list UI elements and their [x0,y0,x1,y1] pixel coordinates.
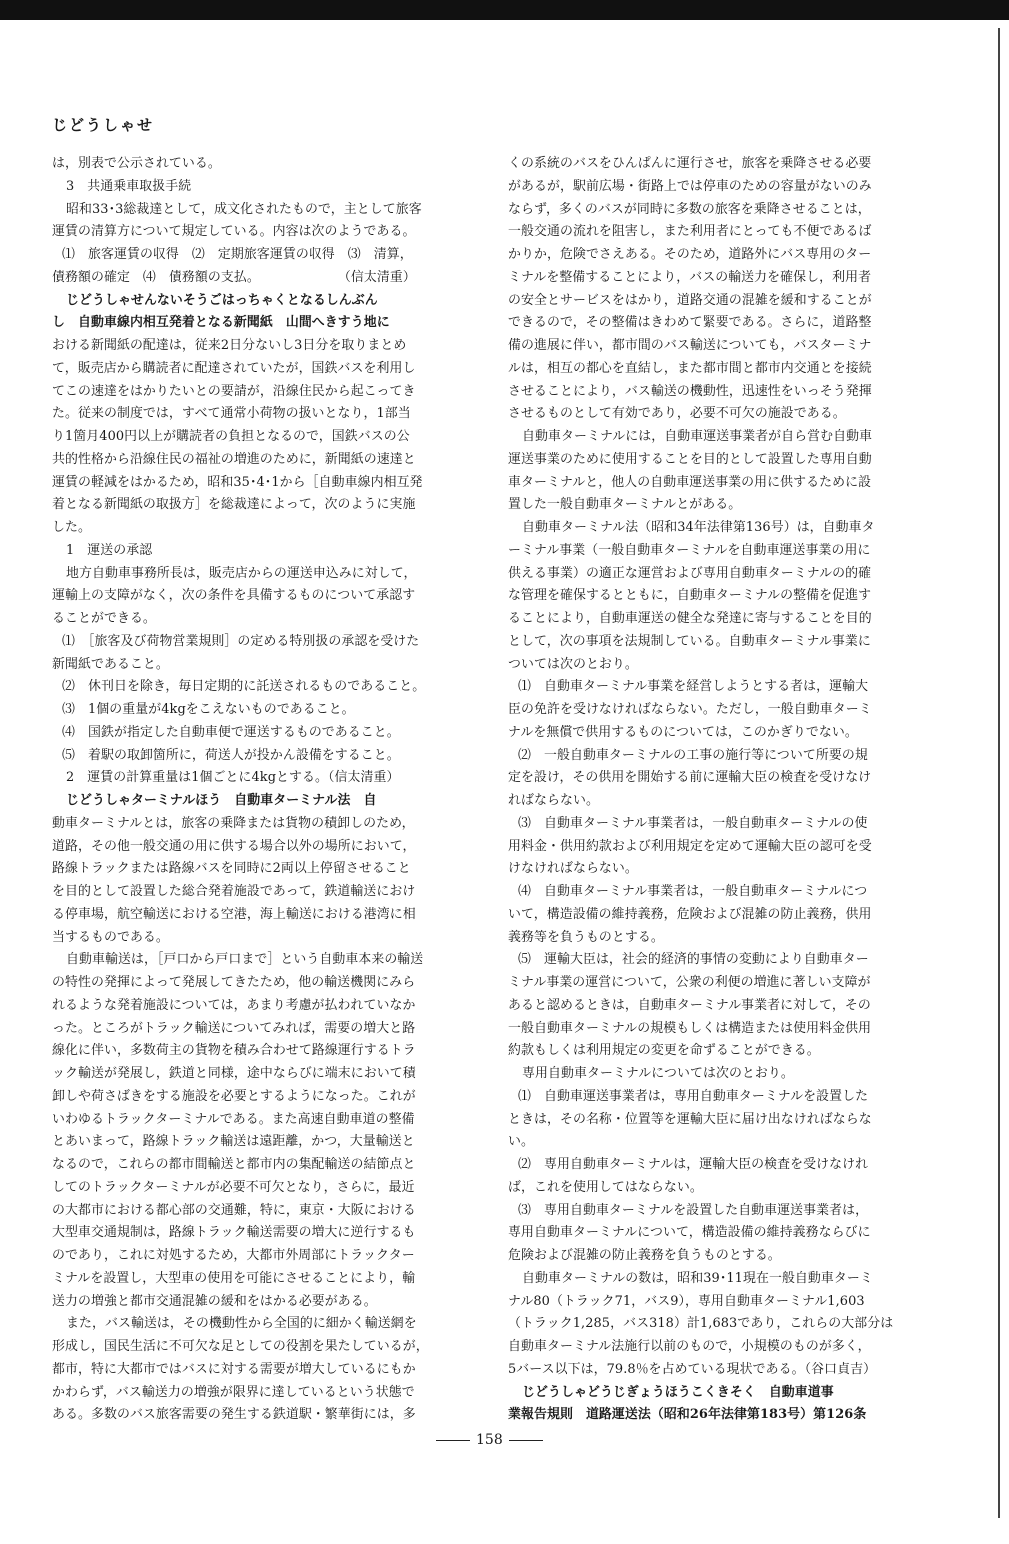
text-line: また，バス輸送は，その機動性から全国的に細かく輸送網を [66,1316,417,1332]
text-line: させることにより，バス輸送の機動性，迅速性をいっそう発揮 [508,383,872,399]
text-line: おける新聞紙の配達は，従来2日分ないし3日分を取りまとめ [52,338,407,353]
text-line: 当するものである。 [52,929,169,945]
text-line: 危険および混雑の防止義務を負うものとする。 [508,1248,781,1263]
text-line: な管理を確保するとともに，自動車ターミナルの整備を促進す [508,588,872,604]
entry-heading: じどうしゃターミナルほう 自動車ターミナル法 自 [66,793,377,808]
text-line: のであり，これに対処するため，大都市外周部にトラックター [52,1248,415,1263]
text-line: 専用自動車ターミナルについて，構造設備の維持義務ならびに [508,1225,871,1241]
text-line: 自動車ターミナル法（昭和34年法律第136号）は，自動車タ [522,520,875,535]
text-line: ⑷ 国鉄が指定した自動車便で運送するものであること。 [62,724,400,740]
text-line: とあいまって，路線トラック輸送は遠距離，かつ，大量輸送と [52,1134,415,1150]
text-line: かりか，危険でさえある。そのため，道路外にバス専用のター [508,247,872,262]
text-line: ⑵ 休刊日を除き，毎日定期的に託送されるものであること。 [62,679,426,695]
text-line: いわゆるトラックターミナルである。また高速自動車道の整備 [52,1111,415,1127]
text-line: 債務額の確定 ⑷ 債務額の支払。 （信太清重） [52,269,416,285]
text-line: があるが，駅前広場・街路上では停車のための容量がないのみ [508,178,872,194]
text-line: 卸しや荷さばきをする施設を必要とするようになった。これが [52,1088,416,1104]
page-number: 158 [476,1432,503,1448]
text-line: 自動車ターミナルの数は，昭和39･11現在一般自動車ターミ [522,1270,873,1286]
text-line: ミナル事業の運営について，公衆の利便の増進に著しい支障が [508,975,871,990]
text-line: 臣の免許を受けなければならない。ただし，一般自動車ターミ [508,702,872,717]
text-line: 一般自動車ターミナルの規模もしくは構造または使用料金供用 [508,1020,872,1036]
text-line: り1箇月400円以上が購読者の負担となるので，国鉄バスの公 [52,429,410,444]
text-line: 線化に伴い，多数荷主の貨物を積み合わせて路線運行するトラ [52,1043,416,1059]
text-line: ることができる。 [52,611,156,626]
text-line: ⑴ 自動車運送事業者は，専用自動車ターミナルを設置した [518,1088,869,1104]
text-line: かわらず，バス輸送力の増強が限界に達しているという状態で [52,1384,415,1400]
text-line: ⑷ 自動車ターミナル事業者は，一般自動車ターミナルにつ [518,884,868,899]
text-line: 定を設け，その供用を開始する前に運輸大臣の検査を受けなけ [508,770,872,786]
text-line: を目的として設置した総合発着施設であって，鉄道輸送におけ [52,884,416,899]
text-line: ナルを無償で供用するものについては，このかぎりでない。 [508,724,858,740]
text-line: してのトラックターミナルが必要不可欠となり，さらに，最近 [52,1179,415,1195]
text-line: ナル80（トラック71，バス9），専用自動車ターミナル1,603 [508,1293,865,1309]
text-line: い。 [508,1134,534,1150]
text-line: ⑶ 専用自動車ターミナルを設置した自動車運送事業者は， [518,1202,869,1218]
text-line: 2 運賃の計算重量は1個ごとに4kgとする。（信太清重） [66,770,400,786]
text-line: ⑶ 1個の重量が4kgをこえないものであること。 [62,702,355,717]
text-line: 都市，特に大都市ではバスに対する需要が増大しているにもか [52,1361,416,1377]
text-line: 運輸上の支障がなく，次の条件を具備するものについて承認す [52,588,416,604]
text-line: ⑶ 自動車ターミナル事業者は，一般自動車ターミナルの使 [518,815,868,831]
text-line: 形成し，国民生活に不可欠な足としての役割を果たしているが， [52,1339,429,1354]
text-line: 義務等を負うものとする。 [508,929,664,945]
text-line: くの系統のバスをひんぱんに運行させ，旅客を乗降させる必要 [508,156,872,171]
text-line: 運賃の清算方について規定している。内容は次のようである。 [52,224,416,240]
text-line: 路線トラックまたは路線バスを同時に2両以上停留させること [52,861,411,877]
text-line: の安全とサービスをはかり，道路交通の混雑を緩和することが [508,292,872,308]
text-line: （トラック1,285，バス318）計1,683であり，これらの大部分は [508,1316,894,1332]
text-line: は，別表で公示されている。 [52,156,221,171]
text-line: ーミナル事業（一般自動車ターミナルを自動車運送事業の用に [508,542,871,558]
text-line: 1 運送の承認 [66,542,153,558]
text-line: 3 共通乗車取扱手続 [66,178,192,194]
footer-rule-right [509,1440,543,1441]
left-column [52,153,472,1427]
text-line: ⑸ 着駅の取卸箇所に，荷送人が投かん設備をすること。 [62,747,400,763]
entry-heading: じどうしゃせんないそうごはっちゃくとなるしんぶん [66,292,378,308]
text-line: 運送事業のために使用することを目的として設置した専用自動 [508,451,872,467]
text-line: 車ターミナルと，他人の自動車運送事業の用に供するために設 [508,474,872,490]
text-line: 昭和33･3総裁達として，成文化されたもので，主として旅客 [66,201,422,217]
text-line: 運賃の軽減をはかるため，昭和35･4･1から［自動車線内相互発 [52,474,423,490]
text-line: ⑵ 専用自動車ターミナルは，運輸大臣の検査を受けなけれ [518,1157,869,1172]
text-line: ついては次のとおり。 [508,656,638,672]
right-column [508,153,928,1427]
text-line: 動車ターミナルとは，旅客の乗降または貨物の積卸しのため， [52,815,415,831]
text-line: できるので，その整備はきわめて緊要である。さらに，道路整 [508,315,872,331]
text-line: ⑴ 自動車ターミナル事業を経営しようとする者は，運輸大 [518,679,869,695]
text-line: 自動車輸送は，［戸口から戸口まで］という自動車本来の輸送 [66,952,424,968]
text-line: の大都市における都心部の交通難，特に，東京・大阪における [52,1202,416,1218]
footer-rule-left [436,1440,470,1441]
scan-top-border [0,0,1009,20]
text-line: 置した一般自動車ターミナルとがある。 [508,497,742,513]
text-line: 大型車交通規制は，路線トラック輸送需要の増大に逆行するも [52,1225,416,1241]
text-line: 供える事業）の適正な運営および専用自動車ターミナルの的確 [508,565,872,581]
entry-heading: 業報告規則 道路運送法（昭和26年法律第183号）第126条 [508,1407,867,1423]
text-line: の特性の発揮によって発展してきたため，他の輸送機関にみら [52,975,416,990]
text-line: 新聞紙であること。 [52,656,169,672]
text-line: 地方自動車事務所長は，販売店からの運送申込みに対して， [66,565,417,581]
entry-heading: じどうしゃどうじぎょうほうこくきそく 自動車道事 [522,1384,834,1400]
text-line: 送力の増強と都市交通混雑の緩和をはかる必要がある。 [52,1293,377,1309]
text-line: ⑴ ［旅客及び荷物営業規則］の定める特別扱の承認を受けた [62,633,420,649]
text-line: ときは，その名称・位置等を運輸大臣に届け出なければならな [508,1111,872,1127]
entry-heading: し 自動車線内相互発着となる新聞紙 山間へきすう地に [52,315,390,331]
text-line: した。 [52,520,91,535]
text-line: った。ところがトラック輸送についてみれば，需要の増大と路 [52,1020,416,1036]
page-footer [430,1432,549,1448]
text-line: ミナルを設置し，大型車の使用を可能にさせることにより，輸 [52,1270,416,1286]
text-line: 道路，その他一般交通の用に供する場合以外の場所において， [52,838,416,854]
text-line: ミナルを整備することにより，バスの輸送力を確保し，利用者 [508,269,872,285]
text-line: 共的性格から沿線住民の福祉の増進のために，新聞紙の速達と [52,451,416,467]
text-line: ⑸ 運輸大臣は，社会的経済的事情の変動により自動車ター [518,952,869,968]
text-line: ならず，多くのバスが同時に多数の旅客を乗降させることは， [508,201,871,217]
text-line: あると認めるときは，自動車ターミナル事業者に対して，その [508,997,871,1013]
text-line: てこの速達をはかりたいとの要請が，沿線住民から起こってき [52,383,416,399]
text-line: させるものとして有効であり，必要不可欠の施設である。 [508,406,846,422]
running-header: じどうしゃせ [52,116,155,134]
text-line: ることにより，自動車運送の健全な発達に寄与することを目的 [508,611,872,626]
text-line: 一般交通の流れを阻害し，また利用者にとっても不便であるば [508,224,872,240]
text-line: として，次の事項を法規制している。自動車ターミナル事業に [508,633,871,649]
text-line: けなければならない。 [508,861,638,877]
text-line: た。従来の制度では，すべて通常小荷物の扱いとなり，1部当 [52,406,411,422]
text-line: ック輸送が発展し，鉄道と同様，途中ならびに端末において積 [52,1066,416,1081]
text-line: 5バース以下は，79.8％を占めている現状である。（谷口貞吉） [508,1361,877,1377]
text-line: ⑴ 旅客運賃の収得 ⑵ 定期旅客運賃の収得 ⑶ 清算， [62,247,413,262]
text-line: 約款もしくは利用規定の変更を命ずることができる。 [508,1043,820,1059]
text-line: いて，構造設備の維持義務，危険および混雑の防止義務，供用 [508,906,872,922]
scan-edge-line [998,28,1000,1518]
text-line: ルは，相互の都心を直結し，また都市間と都市内交通とを接続 [508,360,872,376]
text-line: ば，これを使用してはならない。 [508,1179,703,1195]
text-line: ればならない。 [508,793,599,808]
text-line: て，販売店から購読者に配達されていたが，国鉄バスを利用し [52,360,416,376]
text-line: 専用自動車ターミナルについては次のとおり。 [522,1066,794,1081]
text-line: れるような発着施設については，あまり考慮が払われていなか [52,997,416,1013]
text-line: なるので，これらの都市間輸送と都市内の集配輸送の結節点と [52,1157,416,1172]
text-line: 備の進展に伴い，都市間のバス輸送についても，バスターミナ [508,338,872,353]
text-line: る停車場，航空輸送における空港，海上輸送における港湾に相 [52,906,416,922]
text-line: 着となる新聞紙の取扱方］を総裁達によって，次のように実施 [52,497,416,513]
text-line: 自動車ターミナル法施行以前のもので，小規模のものが多く， [508,1339,871,1354]
text-line: 用料金・供用約款および利用規定を定めて運輸大臣の認可を受 [508,838,872,854]
text-line: ある。多数のバス旅客需要の発生する鉄道駅・繁華街には，多 [52,1407,416,1423]
text-line: ⑵ 一般自動車ターミナルの工事の施行等について所要の規 [518,747,868,763]
text-line: 自動車ターミナルには，自動車運送事業者が自ら営む自動車 [522,429,873,444]
